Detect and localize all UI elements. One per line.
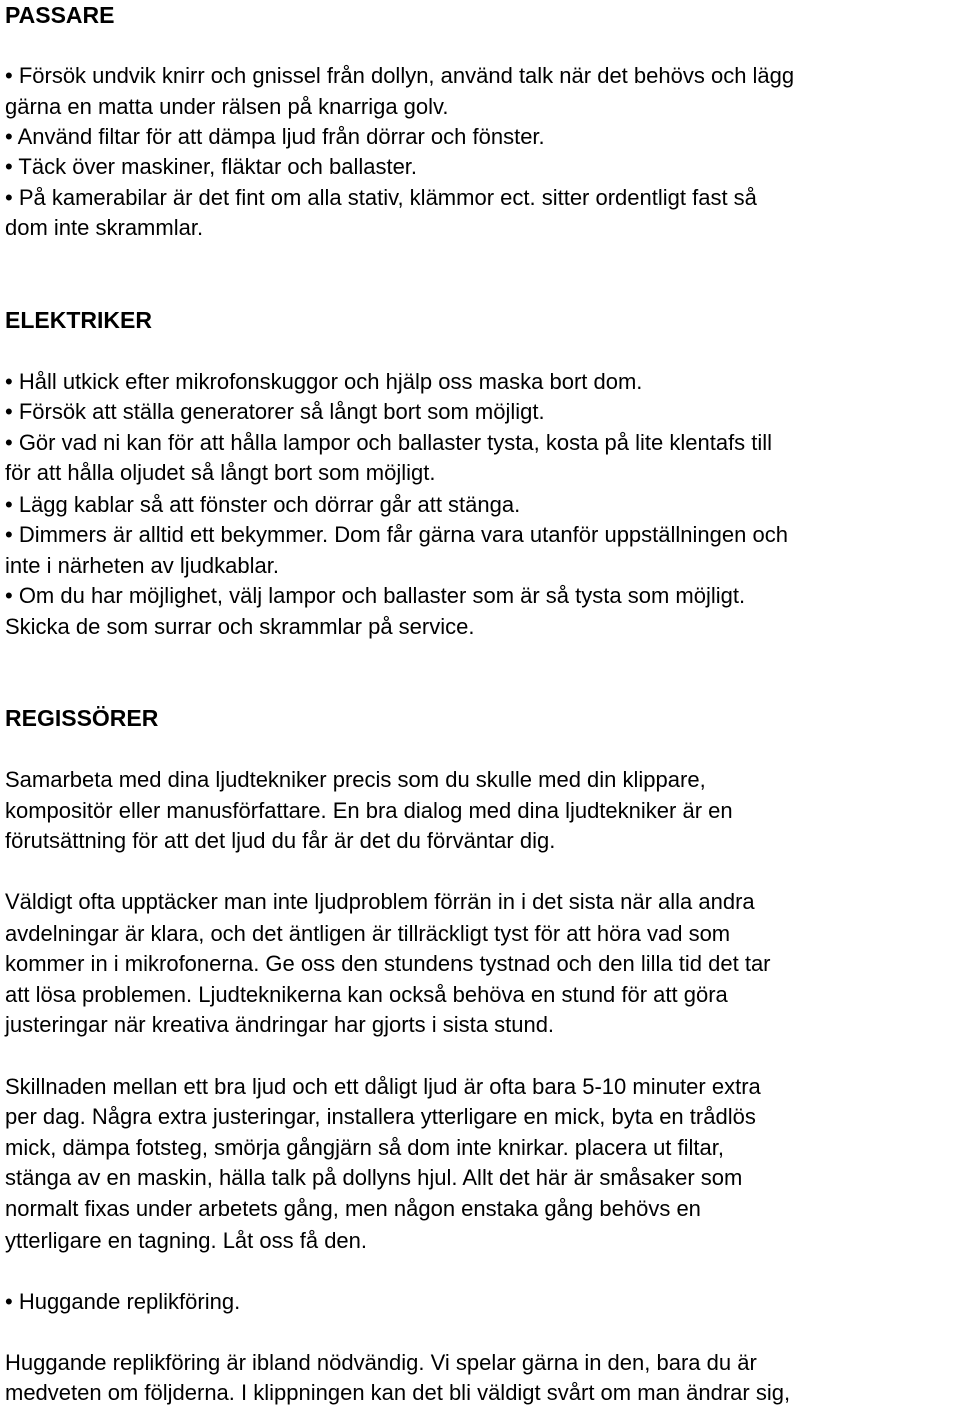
elektriker-line: • Dimmers är alltid ett bekymmer. Dom får gärna vara utanför uppställningen och: [5, 522, 788, 547]
regissorer-line: kompositör eller manusförfattare. En bra dialog med dina ljudtekniker är en: [5, 798, 733, 823]
regissorer-bullet: • Huggande replikföring.: [5, 1289, 241, 1314]
regissorer-line: Väldigt ofta upptäcker man inte ljudproblem förrän in i det sista när alla andra: [5, 889, 755, 914]
elektriker-line: • Lägg kablar så att fönster och dörrar går att stänga.: [5, 492, 521, 517]
regissorer-line: mick, dämpa fotsteg, smörja gångjärn så dom inte knirkar. placera ut filtar,: [5, 1135, 724, 1160]
heading-regissorer: REGISSÖRER: [5, 705, 159, 731]
passare-line: • På kamerabilar är det fint om alla stativ, klämmor ect. sitter ordentligt fast så: [5, 185, 757, 210]
regissorer-line: per dag. Några extra justeringar, installera ytterligare en mick, byta en trådlös: [5, 1104, 756, 1129]
passare-line: gärna en matta under rälsen på knarriga golv.: [5, 94, 449, 119]
regissorer-line: Skillnaden mellan ett bra ljud och ett dåligt ljud är ofta bara 5-10 minuter extra: [5, 1074, 761, 1099]
heading-elektriker: ELEKTRIKER: [5, 307, 152, 333]
regissorer-line: avdelningar är klara, och det äntligen är tillräckligt tyst för att höra vad som: [5, 921, 731, 946]
elektriker-line: • Gör vad ni kan för att hålla lampor och ballaster tysta, kosta på lite klentafs till: [5, 430, 773, 455]
elektriker-line: • Försök att ställa generatorer så långt bort som möjligt.: [5, 399, 545, 424]
regissorer-line: stänga av en maskin, hälla talk på dollyns hjul. Allt det här är småsaker som: [5, 1165, 743, 1190]
regissorer-line: kommer in i mikrofonerna. Ge oss den stundens tystnad och den lilla tid det tar: [5, 951, 771, 976]
passare-line: • Använd filtar för att dämpa ljud från dörrar och fönster.: [5, 124, 545, 149]
heading-passare: PASSARE: [5, 2, 115, 28]
regissorer-line: att lösa problemen. Ljudteknikerna kan också behöva en stund för att göra: [5, 982, 728, 1007]
regissorer-line: Huggande replikföring är ibland nödvändig. Vi spelar gärna in den, bara du är: [5, 1350, 757, 1375]
elektriker-line: för att hålla oljudet så långt bort som möjligt.: [5, 460, 436, 485]
elektriker-line: • Om du har möjlighet, välj lampor och ballaster som är så tysta som möjligt.: [5, 583, 746, 608]
regissorer-line: normalt fixas under arbetets gång, men någon enstaka gång behövs en: [5, 1196, 701, 1221]
elektriker-line: inte i närheten av ljudkablar.: [5, 553, 279, 578]
passare-line: • Försök undvik knirr och gnissel från dollyn, använd talk när det behövs och lägg: [5, 63, 795, 88]
regissorer-line: justeringar när kreativa ändringar har gjorts i sista stund.: [5, 1012, 555, 1037]
regissorer-line: ytterligare en tagning. Låt oss få den.: [5, 1228, 368, 1253]
elektriker-line: Skicka de som surrar och skrammlar på service.: [5, 614, 475, 639]
passare-line: dom inte skrammlar.: [5, 215, 204, 240]
elektriker-line: • Håll utkick efter mikrofonskuggor och hjälp oss maska bort dom.: [5, 369, 643, 394]
regissorer-line: förutsättning för att det ljud du får är det du förväntar dig.: [5, 828, 556, 853]
passare-line: • Täck över maskiner, fläktar och ballaster.: [5, 154, 418, 179]
regissorer-line: medveten om följderna. I klippningen kan det bli väldigt svårt om man ändrar sig,: [5, 1380, 791, 1405]
regissorer-line: Samarbeta med dina ljudtekniker precis som du skulle med din klippare,: [5, 767, 706, 792]
